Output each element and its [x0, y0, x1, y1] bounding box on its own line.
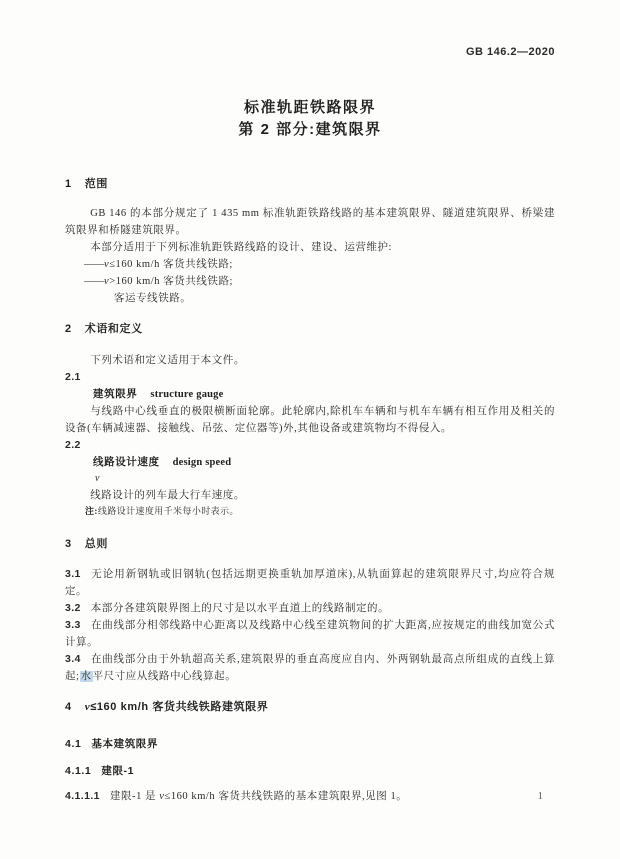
clause-number: 3.2: [65, 602, 81, 614]
section-4-number: 4: [65, 701, 72, 713]
speed-variable: v: [104, 276, 110, 287]
clause-3-2: [65, 600, 555, 617]
clause-3-3: [65, 617, 555, 651]
term-2-2-note: [65, 504, 555, 518]
note-label: 注:: [85, 506, 98, 516]
term-2-1-name: [65, 386, 555, 403]
section-2-heading: [65, 322, 555, 336]
clause-text: 无论用新钢轨或旧钢轨(包括远期更换重轨加厚道床),从轨面算起的建筑限界尺寸,均应符合规定。: [65, 569, 555, 597]
section-4-1-heading: [65, 737, 555, 751]
speed-variable: v: [159, 791, 165, 802]
doc-title: [65, 97, 555, 141]
scope-list-item-1: [65, 256, 555, 273]
list-dash: ——: [84, 259, 104, 270]
doc-title-line2: 第 2 部分:建筑限界: [238, 121, 382, 138]
term-2-2-number: 2.2: [65, 439, 81, 451]
scope-paragraph-2: 本部分适用于下列标准轨距铁路线路的设计、建设、运营维护:: [90, 242, 393, 253]
selection-highlight: 水: [80, 671, 92, 682]
scope-paragraph-1: GB 146 的本部分规定了 1 435 mm 标准轨距铁路线路的基本建筑限界、隧道建筑限界、桥梁建筑限界和桥隧建筑限界。: [65, 208, 555, 236]
section-1-heading: [65, 177, 555, 191]
clause-text: 本部分各建筑限界图上的尺寸是以水平直道上的线路制定的。: [90, 603, 390, 614]
clause-text: 在曲线部分相邻线路中心距离以及线路中心线至建筑物间的扩大距离,应按规定的曲线加宽公式计算。: [65, 620, 555, 648]
section-2-title: 术语和定义: [84, 323, 143, 335]
clause-3-4: [65, 651, 555, 685]
clause-3-1: [65, 566, 555, 600]
speed-variable: v: [104, 259, 110, 270]
list-item-text: ≤160 km/h 客货共线铁路;: [109, 259, 233, 270]
clause-text: ≤160 km/h 客货共线铁路的基本建筑限界,见图 1。: [164, 791, 408, 802]
section-4-title: ≤160 km/h 客货共线铁路建筑限界: [90, 701, 269, 713]
section-4-1-number: 4.1: [65, 738, 82, 750]
clause-4-1-1-1: [65, 788, 555, 805]
term-2-2-symbol: [65, 471, 555, 487]
list-item-text: >160 km/h 客货共线铁路;: [109, 276, 233, 287]
section-4-1-1-title: 建限-1: [101, 765, 135, 777]
section-4-1-title: 基本建筑限界: [91, 738, 159, 750]
term-en: structure gauge: [150, 389, 224, 400]
scope-list-item-3: 客运专线铁路。: [114, 293, 192, 304]
clause-number: 3.4: [65, 653, 81, 665]
clause-text: 在曲线部分由于外轨超高关系,建筑限界的垂直高度应自内、外两钢轨最高点所组成的直线上算起;: [65, 654, 555, 682]
terms-intro: 下列术语和定义适用于本文件。: [90, 355, 245, 366]
clause-text: 平尺寸应从线路中心线算起。: [92, 671, 237, 682]
clause-number: 3.1: [65, 568, 81, 580]
section-1-number: 1: [65, 178, 72, 190]
doc-number: GB 146.2—2020: [465, 46, 555, 58]
doc-title-line1: 标准轨距铁路限界: [243, 99, 376, 116]
term-2-2-definition: 线路设计的列车最大行车速度。: [90, 490, 245, 501]
section-2-number: 2: [65, 323, 72, 335]
term-2-2-name: [65, 454, 555, 471]
page-number: 1: [537, 791, 543, 802]
note-text: 线路设计速度用千米每小时表示。: [97, 506, 239, 516]
term-2-1-number: 2.1: [65, 371, 81, 383]
section-3-heading: [65, 537, 555, 551]
term-zh: 线路设计速度: [93, 456, 160, 468]
section-4-heading: [65, 700, 555, 714]
scope-list-item-2: [65, 273, 555, 290]
section-4-1-1-number: 4.1.1: [65, 765, 92, 777]
term-en: design speed: [172, 457, 232, 468]
term-2-1-definition: 与线路中心线垂直的极限横断面轮廓。此轮廓内,除机车车辆和与机车车辆有相互作用及相关的设备(车辆减速器、接触线、吊弦、定位器等)外,其他设备或建筑物均不得侵入。: [65, 406, 555, 434]
section-1-title: 范围: [84, 178, 108, 190]
clause-number: 3.3: [65, 619, 81, 631]
clause-text: 建限-1 是: [109, 791, 160, 802]
clause-number: 4.1.1.1: [65, 790, 100, 802]
term-zh: 建筑限界: [93, 388, 138, 400]
speed-variable: v: [95, 473, 100, 484]
section-4-1-1-heading: [65, 764, 555, 778]
speed-variable: v: [84, 701, 91, 713]
list-dash: ——: [84, 276, 104, 287]
section-3-title: 总则: [84, 538, 108, 550]
section-3-number: 3: [65, 538, 72, 550]
